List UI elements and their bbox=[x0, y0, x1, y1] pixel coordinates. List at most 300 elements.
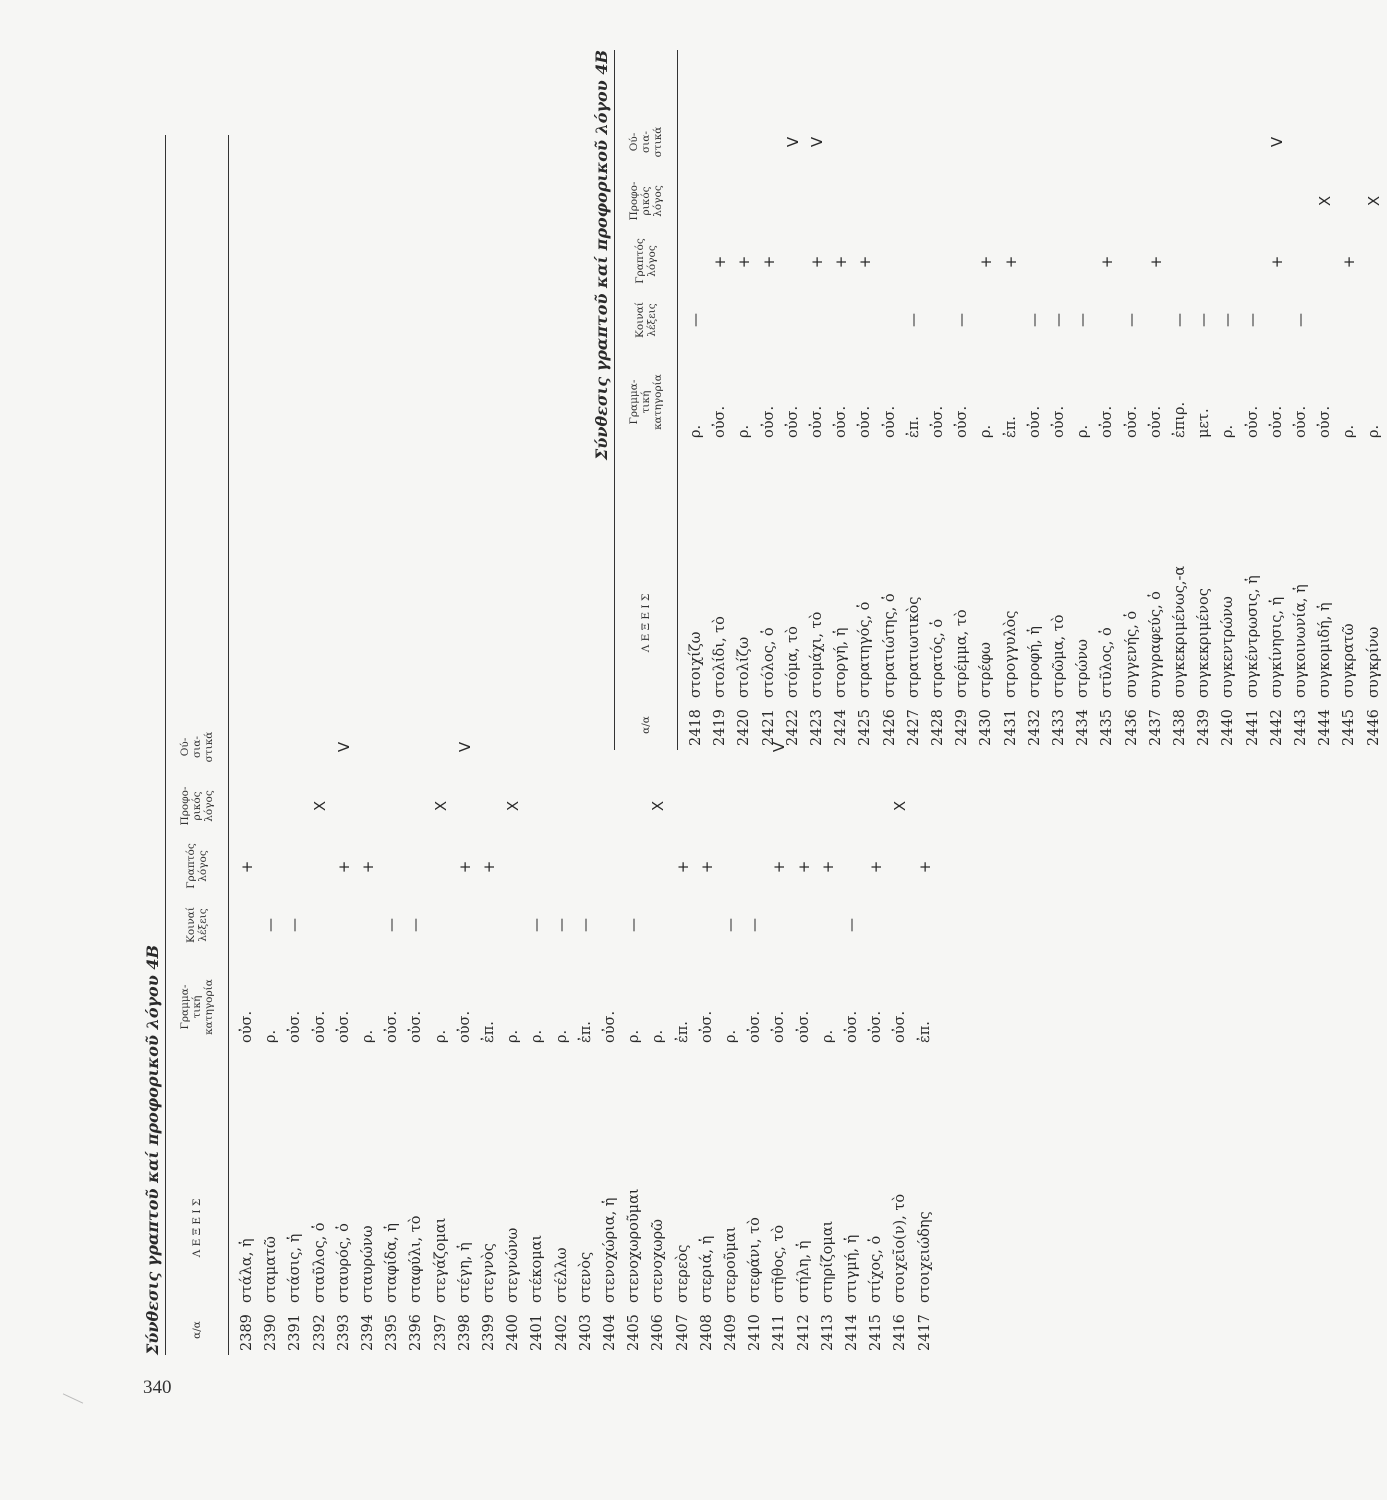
grammar-category: οὐσ. bbox=[833, 405, 850, 438]
table-row bbox=[356, 135, 380, 1355]
noun-mark bbox=[1313, 117, 1337, 167]
right-table-header bbox=[614, 50, 678, 750]
grammar-category: οὐσ. bbox=[602, 1010, 618, 1043]
noun-mark bbox=[1362, 117, 1386, 167]
entry-word: συγκοινωνία, ἡ bbox=[1293, 584, 1309, 698]
entry-number: 2430 bbox=[978, 709, 995, 746]
oral-mark bbox=[1144, 175, 1168, 227]
table-row bbox=[708, 50, 732, 750]
entry-word: στρατηγός, ὁ bbox=[857, 601, 874, 698]
common-words-mark bbox=[732, 296, 756, 344]
grammar-category: οὐσ. bbox=[335, 1010, 352, 1043]
oral-mark bbox=[574, 780, 598, 832]
left-table-header bbox=[165, 135, 229, 1355]
common-words-mark bbox=[453, 901, 477, 949]
written-mark: + bbox=[808, 255, 826, 269]
oral-mark bbox=[1120, 175, 1144, 227]
common-words-mark: — bbox=[1220, 313, 1237, 327]
common-words-mark bbox=[477, 901, 501, 949]
entry-number: 2419 bbox=[712, 709, 729, 746]
grammar-category: οὐσ. bbox=[1293, 405, 1309, 438]
oral-mark bbox=[1168, 175, 1192, 227]
header-number: α/α bbox=[191, 1321, 203, 1339]
noun-mark bbox=[1289, 117, 1313, 167]
entry-word: συγκρατῶ bbox=[1341, 623, 1358, 698]
entry-number: 2446 bbox=[1365, 709, 1382, 746]
written-mark: + bbox=[697, 860, 716, 874]
oral-mark bbox=[1023, 175, 1047, 227]
entry-word: στενοχώρια, ἡ bbox=[602, 1197, 618, 1303]
common-words-mark bbox=[646, 901, 670, 949]
table-row bbox=[453, 135, 477, 1355]
common-words-mark bbox=[913, 901, 937, 949]
noun-mark bbox=[853, 117, 877, 167]
oral-mark bbox=[743, 780, 767, 832]
common-words-mark bbox=[235, 901, 259, 949]
grammar-category: ἐπιρ. bbox=[1172, 401, 1188, 438]
table-row bbox=[757, 50, 781, 750]
written-mark: + bbox=[673, 860, 692, 874]
grammar-category: ρ. bbox=[978, 424, 995, 438]
table-row bbox=[805, 50, 829, 750]
written-mark: + bbox=[1146, 255, 1165, 269]
entry-number: 2442 bbox=[1268, 709, 1285, 746]
entry-word: στῦλος, ὁ bbox=[1099, 627, 1116, 698]
common-words-mark: — bbox=[747, 918, 764, 932]
written-mark bbox=[525, 842, 549, 892]
written-mark bbox=[1168, 237, 1192, 287]
grammar-category: ρ. bbox=[360, 1029, 376, 1043]
written-mark bbox=[1047, 237, 1071, 287]
written-mark: + bbox=[759, 255, 778, 269]
entry-number: 2439 bbox=[1196, 709, 1213, 746]
entry-word: στεγάζομαι bbox=[432, 1217, 449, 1303]
right-table-panel bbox=[592, 50, 1383, 750]
entry-number: 2422 bbox=[784, 709, 801, 746]
written-mark bbox=[950, 237, 974, 287]
entry-number: 2397 bbox=[432, 1314, 449, 1351]
noun-mark: V bbox=[334, 741, 353, 753]
header-oral: Προφο- ρικός λόγος bbox=[179, 786, 215, 826]
common-words-mark: — bbox=[1051, 313, 1067, 327]
oral-mark bbox=[550, 780, 574, 832]
grammar-category: οὐσ. bbox=[1051, 405, 1067, 438]
written-mark bbox=[283, 842, 307, 892]
written-mark bbox=[308, 842, 332, 892]
common-words-mark bbox=[332, 901, 356, 949]
oral-mark bbox=[792, 780, 816, 832]
written-mark bbox=[1071, 237, 1095, 287]
entry-number: 2431 bbox=[1002, 709, 1019, 746]
entry-word: στεγνὸς bbox=[481, 1243, 497, 1303]
common-words-mark bbox=[1265, 296, 1289, 344]
entry-word: στομάχι, τὸ bbox=[809, 611, 825, 698]
common-words-mark: — bbox=[1075, 313, 1092, 327]
entry-number: 2427 bbox=[905, 709, 922, 746]
table-row bbox=[999, 50, 1023, 750]
written-mark: + bbox=[1001, 255, 1020, 269]
table-row bbox=[1192, 50, 1216, 750]
common-words-mark: — bbox=[1172, 313, 1188, 327]
common-words-mark bbox=[429, 901, 453, 949]
grammar-category: ἐπ. bbox=[1002, 416, 1019, 438]
entry-number: 2402 bbox=[553, 1314, 570, 1351]
common-words-mark bbox=[1337, 296, 1361, 344]
grammar-category: οὐσ. bbox=[881, 405, 898, 438]
table-row bbox=[259, 135, 283, 1355]
grammar-category: οὐσ. bbox=[408, 1010, 425, 1043]
entry-number: 2420 bbox=[736, 709, 753, 746]
grammar-category: ρ. bbox=[1220, 424, 1237, 438]
noun-mark bbox=[1023, 117, 1047, 167]
grammar-category: οὐσ. bbox=[698, 1010, 715, 1043]
oral-mark bbox=[332, 780, 356, 832]
entry-word: σταῦλος, ὁ bbox=[311, 1222, 328, 1303]
entry-word: στρέφω bbox=[978, 642, 995, 698]
common-words-mark bbox=[781, 296, 805, 344]
entry-word: σταυρός, ὁ bbox=[335, 1223, 352, 1303]
entry-word: σταματῶ bbox=[263, 1236, 280, 1303]
common-words-mark: — bbox=[844, 918, 860, 932]
entry-number: 2433 bbox=[1051, 709, 1067, 746]
grammar-category: οὐσ. bbox=[868, 1010, 885, 1043]
oral-mark bbox=[1289, 175, 1313, 227]
oral-mark bbox=[671, 780, 695, 832]
written-mark bbox=[1023, 237, 1047, 287]
entry-word: στεροῦμαι bbox=[723, 1226, 739, 1303]
entry-number: 2405 bbox=[626, 1314, 643, 1351]
oral-mark bbox=[356, 780, 380, 832]
grammar-category: ἐπ. bbox=[481, 1021, 497, 1043]
entry-number: 2406 bbox=[650, 1314, 667, 1351]
grammar-category: ἐπ. bbox=[916, 1021, 933, 1043]
oral-mark bbox=[525, 780, 549, 832]
header-written: Γραπτός λόγος bbox=[185, 843, 209, 889]
entry-word: σταφίδα, ἡ bbox=[384, 1223, 401, 1303]
entry-number: 2408 bbox=[698, 1314, 715, 1351]
header-grammar-category: Γραμμα- τική κατηγορία bbox=[628, 374, 664, 430]
oral-mark: X bbox=[504, 800, 523, 812]
entry-number: 2441 bbox=[1244, 709, 1261, 746]
table-row bbox=[1095, 50, 1119, 750]
common-words-mark: — bbox=[954, 313, 971, 327]
oral-mark bbox=[1337, 175, 1361, 227]
written-mark: + bbox=[832, 255, 851, 269]
written-mark bbox=[719, 842, 743, 892]
written-mark bbox=[574, 842, 598, 892]
entry-number: 2415 bbox=[868, 1314, 885, 1351]
grammar-category: ρ. bbox=[505, 1029, 522, 1043]
common-words-mark bbox=[356, 901, 380, 949]
entry-word: στιγμή, ἡ bbox=[844, 1234, 860, 1303]
noun-mark bbox=[1144, 117, 1168, 167]
table-row bbox=[926, 50, 950, 750]
grammar-category: μετ. bbox=[1196, 408, 1213, 438]
oral-mark bbox=[829, 175, 853, 227]
entry-word: στρογγυλὸς bbox=[1002, 610, 1019, 698]
table-row bbox=[429, 135, 453, 1355]
oral-mark bbox=[840, 780, 864, 832]
entry-word: στεριά, ἡ bbox=[698, 1235, 715, 1303]
grammar-category: οὐσ. bbox=[771, 1010, 788, 1043]
grammar-category: ρ. bbox=[723, 1029, 739, 1043]
oral-mark bbox=[913, 780, 937, 832]
oral-mark bbox=[902, 175, 926, 227]
common-words-mark: — bbox=[905, 313, 922, 327]
common-words-mark: — bbox=[1123, 313, 1140, 327]
oral-mark: X bbox=[1316, 195, 1335, 207]
written-mark: + bbox=[915, 860, 934, 874]
entry-number: 2409 bbox=[723, 1314, 739, 1351]
entry-word: στενοχωρῶ bbox=[650, 1219, 667, 1303]
grammar-category: ἐπ. bbox=[577, 1021, 594, 1043]
grammar-category: οὐσ. bbox=[760, 405, 777, 438]
entry-word: στάλα, ἡ bbox=[239, 1238, 255, 1303]
written-mark bbox=[926, 237, 950, 287]
noun-mark bbox=[477, 722, 501, 772]
oral-mark bbox=[684, 175, 708, 227]
table-row bbox=[404, 135, 428, 1355]
written-mark: + bbox=[794, 860, 813, 874]
oral-mark bbox=[719, 780, 743, 832]
written-mark bbox=[550, 842, 574, 892]
written-mark bbox=[888, 842, 912, 892]
oral-mark bbox=[1095, 175, 1119, 227]
written-mark bbox=[646, 842, 670, 892]
common-words-mark: — bbox=[688, 313, 704, 327]
noun-mark bbox=[829, 117, 853, 167]
common-words-mark: — bbox=[408, 918, 425, 932]
noun-mark bbox=[999, 117, 1023, 167]
table-row bbox=[1313, 50, 1337, 750]
grammar-category: οὐσ. bbox=[1099, 405, 1116, 438]
noun-mark bbox=[1047, 117, 1071, 167]
common-words-mark bbox=[792, 901, 816, 949]
entry-word: στεφάνι, τὸ bbox=[747, 1217, 764, 1303]
entry-word: στέκομαι bbox=[529, 1234, 546, 1303]
grammar-category: οὐσ. bbox=[287, 1010, 304, 1043]
table-row bbox=[1144, 50, 1168, 750]
common-words-mark bbox=[1313, 296, 1337, 344]
oral-mark bbox=[283, 780, 307, 832]
grammar-category: οὐσ. bbox=[747, 1010, 764, 1043]
grammar-category: οὐσ. bbox=[844, 1010, 860, 1043]
common-words-mark bbox=[308, 901, 332, 949]
written-mark bbox=[501, 842, 525, 892]
oral-mark: X bbox=[891, 800, 910, 812]
written-mark bbox=[429, 842, 453, 892]
entry-number: 2393 bbox=[335, 1314, 352, 1351]
common-words-mark: — bbox=[577, 918, 594, 932]
written-mark: + bbox=[1340, 255, 1359, 269]
grammar-category: οὐσ. bbox=[712, 405, 729, 438]
entry-word: συγγενής, ὁ bbox=[1123, 610, 1140, 698]
noun-mark bbox=[974, 117, 998, 167]
table-row bbox=[1023, 50, 1047, 750]
written-mark bbox=[1192, 237, 1216, 287]
table-row bbox=[283, 135, 307, 1355]
written-mark bbox=[380, 842, 404, 892]
noun-mark bbox=[501, 722, 525, 772]
noun-mark bbox=[926, 117, 950, 167]
entry-number: 2401 bbox=[529, 1314, 546, 1351]
entry-word: σταφύλι, τὸ bbox=[408, 1215, 425, 1303]
table-row bbox=[1265, 50, 1289, 750]
header-nouns: Ού- σια- στικά bbox=[179, 731, 215, 763]
oral-mark: X bbox=[649, 800, 668, 812]
common-words-mark bbox=[598, 901, 622, 949]
written-mark bbox=[902, 237, 926, 287]
entry-word: στερεὸς bbox=[674, 1244, 691, 1303]
oral-mark bbox=[1265, 175, 1289, 227]
entry-word: στέλλω bbox=[553, 1247, 570, 1303]
common-words-mark: — bbox=[529, 918, 546, 932]
entry-word: στόλος, ὁ bbox=[760, 627, 777, 698]
table-row bbox=[501, 135, 525, 1355]
written-mark: + bbox=[818, 860, 837, 874]
table-row bbox=[1047, 50, 1071, 750]
oral-mark bbox=[598, 780, 622, 832]
entry-number: 2413 bbox=[819, 1314, 836, 1351]
entry-word: συγκομιδή, ἡ bbox=[1317, 602, 1334, 698]
entry-word: συγκεντρώνω bbox=[1220, 596, 1237, 698]
oral-mark bbox=[816, 780, 840, 832]
entry-word: στρώνω bbox=[1075, 639, 1092, 698]
written-mark bbox=[781, 237, 805, 287]
entry-number: 2424 bbox=[833, 709, 850, 746]
entry-word: στενοχωροῦμαι bbox=[626, 1188, 643, 1303]
grammar-category: οὐσ. bbox=[239, 1010, 255, 1043]
entry-word: σταυρώνω bbox=[360, 1225, 376, 1303]
entry-word: στίχος, ὁ bbox=[868, 1235, 885, 1303]
table-row bbox=[477, 135, 501, 1355]
common-words-mark: — bbox=[626, 918, 643, 932]
header-words: Λ Ε Ξ Ε Ι Σ bbox=[191, 1198, 203, 1258]
table-row bbox=[235, 135, 259, 1355]
table-row bbox=[853, 50, 877, 750]
table-row bbox=[1168, 50, 1192, 750]
oral-mark bbox=[805, 175, 829, 227]
noun-mark bbox=[308, 722, 332, 772]
common-words-mark: — bbox=[553, 918, 570, 932]
entry-number: 2399 bbox=[481, 1314, 497, 1351]
table-row bbox=[1289, 50, 1313, 750]
table-row bbox=[732, 50, 756, 750]
noun-mark bbox=[1095, 117, 1119, 167]
entry-word: συγκίνησις, ἡ bbox=[1268, 596, 1285, 698]
grammar-category: οὐσ. bbox=[1147, 405, 1164, 438]
table-row bbox=[1337, 50, 1361, 750]
common-words-mark bbox=[816, 901, 840, 949]
oral-mark bbox=[950, 175, 974, 227]
common-words-mark bbox=[671, 901, 695, 949]
header-grammar-category: Γραμμα- τική κατηγορία bbox=[179, 979, 215, 1035]
written-mark: + bbox=[1098, 255, 1117, 269]
written-mark bbox=[259, 842, 283, 892]
entry-number: 2421 bbox=[760, 709, 777, 746]
written-mark bbox=[622, 842, 646, 892]
entry-number: 2412 bbox=[795, 1314, 812, 1351]
common-words-mark: — bbox=[263, 918, 280, 932]
common-words-mark bbox=[1095, 296, 1119, 344]
written-mark: + bbox=[867, 860, 886, 874]
oral-mark bbox=[732, 175, 756, 227]
noun-mark bbox=[1071, 117, 1095, 167]
common-words-mark bbox=[926, 296, 950, 344]
grammar-category: ρ. bbox=[1075, 424, 1092, 438]
entry-number: 2394 bbox=[360, 1314, 376, 1351]
oral-mark: X bbox=[431, 800, 450, 812]
entry-number: 2445 bbox=[1341, 709, 1358, 746]
grammar-category: οὐσ. bbox=[1268, 405, 1285, 438]
entry-number: 2414 bbox=[844, 1314, 860, 1351]
grammar-category: ἐπ. bbox=[674, 1021, 691, 1043]
entry-number: 2435 bbox=[1099, 709, 1116, 746]
written-mark bbox=[840, 842, 864, 892]
table-row bbox=[1120, 50, 1144, 750]
left-table-title: Σύνθεσις γραπτοῦ καί προφορικοῦ λόγου 4Β bbox=[143, 944, 162, 1355]
grammar-category: οὐσ. bbox=[311, 1010, 328, 1043]
entry-number: 2418 bbox=[688, 709, 704, 746]
entry-word: στρατός, ὁ bbox=[930, 618, 946, 698]
common-words-mark bbox=[864, 901, 888, 949]
entry-word: στήλη, ἡ bbox=[795, 1240, 812, 1303]
oral-mark bbox=[926, 175, 950, 227]
noun-mark bbox=[1120, 117, 1144, 167]
oral-mark bbox=[622, 780, 646, 832]
entry-word: στρῶμα, τὸ bbox=[1051, 614, 1067, 698]
noun-mark bbox=[878, 117, 902, 167]
noun-mark bbox=[283, 722, 307, 772]
entry-word: στόμα, τὸ bbox=[784, 626, 801, 698]
entry-word: στάσις, ἡ bbox=[287, 1233, 304, 1303]
written-mark bbox=[1216, 237, 1240, 287]
oral-mark bbox=[708, 175, 732, 227]
written-mark: + bbox=[711, 255, 730, 269]
common-words-mark bbox=[805, 296, 829, 344]
entry-word: στεγνώνω bbox=[505, 1227, 522, 1303]
table-row bbox=[974, 50, 998, 750]
stray-mark bbox=[63, 1393, 83, 1403]
entry-number: 2426 bbox=[881, 709, 898, 746]
grammar-category: οὐσ. bbox=[857, 405, 874, 438]
entry-word: συγκέντρωσις, ἡ bbox=[1244, 575, 1261, 698]
grammar-category: ρ. bbox=[688, 424, 704, 438]
table-row bbox=[308, 135, 332, 1355]
common-words-mark bbox=[767, 901, 791, 949]
entry-word: στολίδι, τὸ bbox=[712, 616, 729, 698]
common-words-mark bbox=[888, 901, 912, 949]
grammar-category: οὐσ. bbox=[1244, 405, 1261, 438]
noun-mark: V bbox=[770, 741, 789, 753]
oral-mark bbox=[695, 780, 719, 832]
entry-word: στοιχίζω bbox=[688, 631, 704, 698]
table-row bbox=[781, 50, 805, 750]
grammar-category: οὐσ. bbox=[809, 405, 825, 438]
oral-mark bbox=[757, 175, 781, 227]
entry-word: στηρίζομαι bbox=[819, 1220, 836, 1303]
written-mark: + bbox=[735, 255, 754, 269]
common-words-mark bbox=[1144, 296, 1168, 344]
common-words-mark: — bbox=[723, 918, 739, 932]
common-words-mark bbox=[695, 901, 719, 949]
table-row bbox=[950, 50, 974, 750]
noun-mark bbox=[708, 117, 732, 167]
entry-number: 2443 bbox=[1293, 709, 1309, 746]
common-words-mark bbox=[853, 296, 877, 344]
entry-word: συγκρίνω bbox=[1365, 626, 1382, 698]
entry-word: στενὸς bbox=[577, 1251, 594, 1303]
